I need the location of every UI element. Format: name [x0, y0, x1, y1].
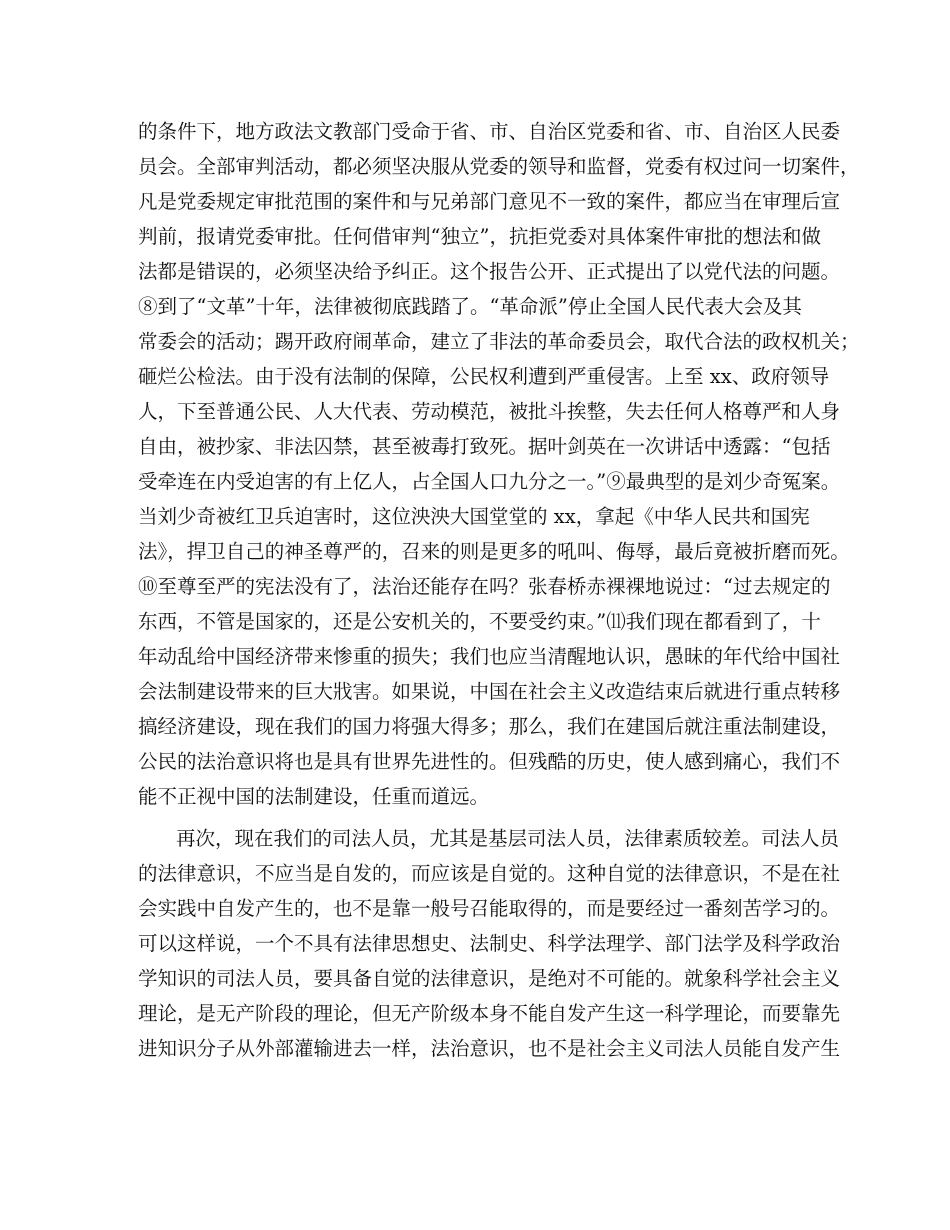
paragraph-line: 判前，报请党委审批。任何借审判“独立”，抗拒党委对具体案件审批的想法和做 — [138, 225, 821, 248]
paragraph-line: 人，下至普通公民、人大代表、劳动模范，被批斗挨整，失去任何人格尊严和人身 — [138, 400, 841, 423]
paragraph-line: 会实践中自发产生的，也不是靠一般号召能取得的，而是要经过一番刻苦学习的。 — [138, 897, 841, 920]
paragraph-line: 搞经济建设，现在我们的国力将强大得多；那么，我们在建国后就注重法制建设， — [138, 715, 841, 738]
paragraph-line: 学知识的司法人员，要具备自觉的法律意识，是绝对不可能的。就象科学社会主义 — [138, 967, 841, 990]
paragraph-line: 常委会的活动；踢开政府闹革命，建立了非法的革命委员会，取代合法的政权机关； — [138, 330, 860, 353]
paragraph-line: 砸烂公检法。由于没有法制的保障，公民权利遭到严重侵害。上至 xx、政府领导 — [138, 365, 830, 388]
paragraph-line: ⑩至尊至严的宪法没有了，法治还能存在吗？张春桥赤裸裸地说过：“过去规定的 — [138, 575, 831, 598]
paragraph-line: 的法律意识，不应当是自发的，而应该是自觉的。这种自觉的法律意识，不是在社 — [138, 862, 841, 885]
paragraph-line: 法都是错误的，必须坚决给予纠正。这个报告公开、正式提出了以党代法的问题。 — [138, 260, 841, 283]
paragraph-spacer — [138, 814, 820, 821]
paragraph-line: 受牵连在内受迫害的有上亿人，占全国人口九分之一。”⑨最典型的是刘少奇冤案。 — [138, 470, 841, 493]
paragraph-line: 公民的法治意识将也是具有世界先进性的。但残酷的历史，使人感到痛心，我们不 — [138, 750, 841, 773]
document-body — [138, 114, 860, 1066]
paragraph-line: 法》，捍卫自己的神圣尊严的，召来的则是更多的吼叫、侮辱，最后竟被折磨而死。 — [138, 540, 850, 563]
paragraph-line: 再次，现在我们的司法人员，尤其是基层司法人员，法律素质较差。司法人员 — [176, 827, 840, 850]
paragraph-line: 理论，是无产阶段的理论，但无产阶级本身不能自发产生这一科学理论，而要靠先 — [138, 1002, 841, 1025]
paragraph-line: 年动乱给中国经济带来惨重的损失；我们也应当清醒地认识，愚昧的年代给中国社 — [138, 645, 841, 668]
paragraph-line: 能不正视中国的法制建设，任重而道远。 — [138, 785, 490, 808]
paragraph-line: 凡是党委规定审批范围的案件和与兄弟部门意见不一致的案件，都应当在审理后宣 — [138, 190, 841, 213]
paragraph-line: 进知识分子从外部灌输进去一样，法治意识，也不是社会主义司法人员能自发产生 — [138, 1037, 841, 1060]
paragraph-line: 员会。全部审判活动，都必须坚决服从党委的领导和监督，党委有权过问一切案件， — [138, 155, 860, 178]
paragraph-line: 可以这样说，一个不具有法律思想史、法制史、科学法理学、部门法学及科学政治 — [138, 932, 841, 955]
paragraph-line: 东西，不管是国家的，还是公安机关的，不要受约束。”⑾我们现在都看到了，十 — [138, 610, 821, 633]
paragraph-line: 当刘少奇被红卫兵迫害时，这位泱泱大国堂堂的 xx，拿起《中华人民共和国宪 — [138, 505, 810, 528]
paragraph-line: 自由，被抄家、非法囚禁，甚至被毒打致死。据叶剑英在一次讲话中透露：“包括 — [138, 435, 831, 458]
paragraph-line: 会法制建设带来的巨大戕害。如果说，中国在社会主义改造结束后就进行重点转移 — [138, 680, 841, 703]
paragraph-line: 的条件下，地方政法文教部门受命于省、市、自治区党委和省、市、自治区人民委 — [138, 120, 841, 143]
paragraph-line: ⑧到了“文革”十年，法律被彻底践踏了。“革命派”停止全国人民代表大会及其 — [138, 295, 802, 318]
